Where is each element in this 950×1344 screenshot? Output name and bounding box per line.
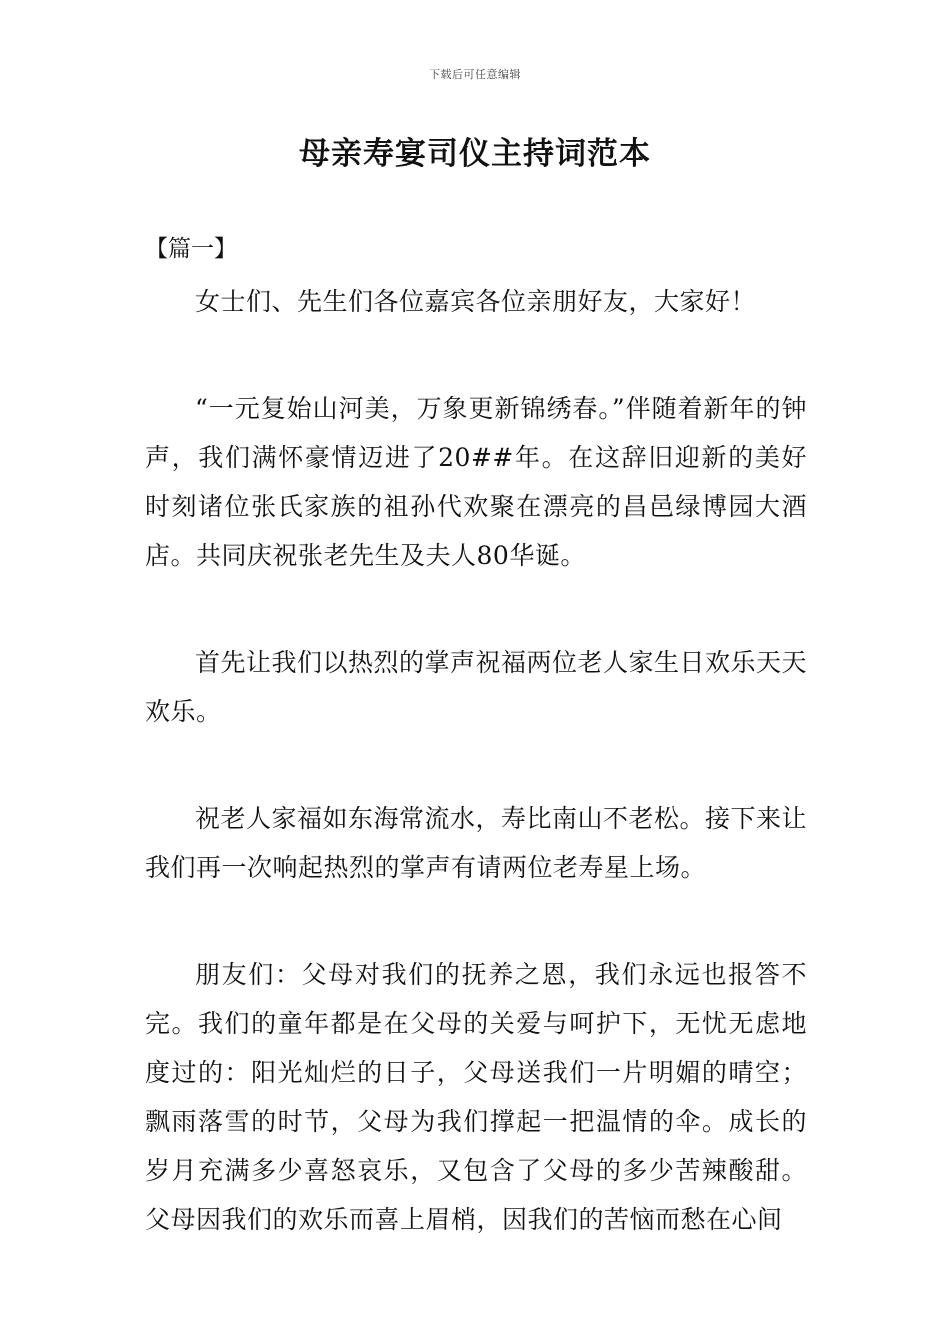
- paragraph-greeting: 女士们、先生们各位嘉宾各位亲朋好友，大家好！: [195, 287, 757, 316]
- paragraph-blessing: 祝老人家福如东海常流水，寿比南山不老松。接下来让我们再一次响起热烈的掌声有请两位老寿星上场。: [145, 804, 808, 882]
- section-label: 【篇一】: [145, 236, 237, 262]
- paragraph-new-year: “一元复始山河美，万象更新锦绣春。”伴随着新年的钟声，我们满怀豪情迈进了20##年。在这辞旧迎新的美好时刻诸位张氏家族的祖孙代欢聚在漂亮的昌邑绿博园大酒店。共同庆祝张老先生及夫人80华诞。: [145, 394, 807, 570]
- document-title: 母亲寿宴司仪主持词范本: [299, 136, 651, 172]
- header-note: 下载后可任意编辑: [429, 68, 521, 81]
- paragraph-parents: 朋友们：父母对我们的抚养之恩，我们永远也报答不完。我们的童年都是在父母的关爱与呵护下，无忧无虑地度过的：阳光灿烂的日子，父母送我们一片明媚的晴空；飘雨落雪的时节，父母为我们撑起一把温情的伞。成长的岁月充满多少喜怒哀乐，又包含了父母的多少苦辣酸甜。父母因我们的欢乐而喜上眉梢，因我们的苦恼而愁在心间: [145, 960, 807, 1234]
- document-body: [145, 277, 807, 1244]
- paragraph-applause: 首先让我们以热烈的掌声祝福两位老人家生日欢乐天天欢乐。: [145, 648, 808, 726]
